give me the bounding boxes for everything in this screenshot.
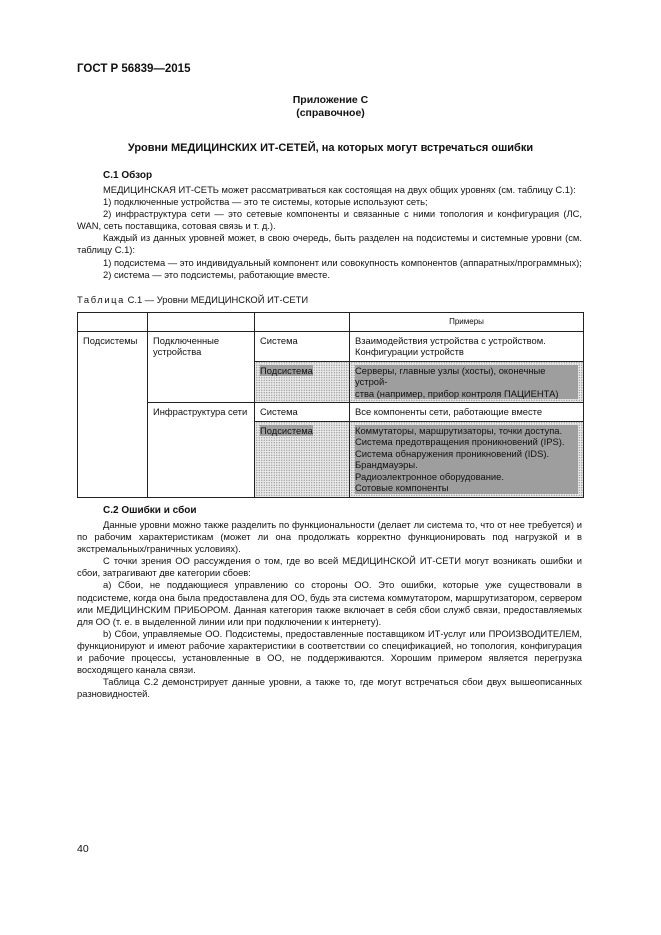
example-line: Все компоненты сети, работающие вместе bbox=[355, 406, 543, 417]
row-label-subsystem: Подсистема bbox=[255, 421, 350, 497]
example-line: Конфигурации устройств bbox=[355, 346, 464, 357]
document-code: ГОСТ Р 56839—2015 bbox=[77, 63, 191, 75]
header-cell-empty bbox=[78, 313, 148, 332]
annex-subtitle: (справочное) bbox=[296, 107, 365, 119]
paragraph: Таблица С.2 демонстрирует данные уровни, а также то, где могут встречаться сбои двух вышеописанных разновидностей. bbox=[77, 676, 582, 700]
example-line: Брандмауэры. bbox=[355, 459, 578, 471]
paragraph: 2) инфраструктура сети — это сетевые компоненты и связанные с ними топология и конфигурация (ЛС, WAN, сеть поставщика, сотовая связь и т. д.). bbox=[77, 208, 582, 232]
example-line: Взаимодействия устройства с устройством. bbox=[355, 334, 546, 346]
header-cell-examples: Примеры bbox=[350, 313, 584, 332]
levels-table bbox=[77, 312, 584, 498]
row-label-system: Система bbox=[255, 331, 350, 361]
paragraph: 2) система — это подсистемы, работающие вместе. bbox=[103, 268, 330, 280]
example-line: ства (например, прибор контроля ПАЦИЕНТА) bbox=[355, 388, 578, 400]
row-label-system: Система bbox=[255, 403, 350, 422]
section-2-heading: С.2 Ошибки и сбои bbox=[103, 505, 197, 516]
example-line: Коммутаторы, маршрутизаторы, точки доступа. bbox=[355, 425, 578, 437]
header-cell-empty bbox=[148, 313, 255, 332]
table-caption-prefix: Таблица bbox=[77, 294, 125, 305]
paragraph: Данные уровни можно также разделить по функциональности (делает ли система то, что от нее требуется) и по рабочим характеристикам (может ли она продолжать корректно функционировать под нагрузкой и в экстремальных/граничных условиях). bbox=[77, 519, 582, 555]
paragraph: a) Сбои, не поддающиеся управлению со стороны ОО. Это ошибки, которые уже существовали в подсистеме, когда она была предоставлена для ОО, будь эта система коммутатором, маршрутизатором, сервером или МЕДИЦИНСКИМ ПРИБОРОМ. Данная категория также включает в себя сбои служб связи, предоставляемых для ОО (т. е. в выделенной линии или при подключении к интернету). bbox=[77, 579, 582, 627]
section-1-heading: С.1 Обзор bbox=[103, 170, 153, 181]
table-row bbox=[78, 331, 584, 361]
annex-heading bbox=[0, 94, 661, 120]
row-label-subsystem: Подсистема bbox=[255, 361, 350, 403]
example-line: Система обнаружения проникновений (IDS). bbox=[355, 448, 578, 460]
section-2-body bbox=[77, 519, 582, 700]
group-cell-infrastructure: Инфраструктура сети bbox=[148, 403, 255, 498]
example-line: Сотовые компоненты bbox=[355, 482, 578, 494]
table-caption-text: С.1 — Уровни МЕДИЦИНСКОЙ ИТ-СЕТИ bbox=[127, 294, 309, 305]
paragraph: 1) подсистема — это индивидуальный компонент или совокупность компонентов (аппаратных/программных); bbox=[103, 256, 582, 268]
example-line: Серверы, главные узлы (хосты), оконечные устрой- bbox=[355, 365, 578, 388]
header-cell-empty bbox=[255, 313, 350, 332]
examples-cell bbox=[350, 403, 584, 422]
paragraph: Каждый из данных уровней может, в свою очередь, быть разделен на подсистемы и системные уровни (см. таблицу С.1): bbox=[77, 232, 582, 256]
table-caption bbox=[77, 294, 308, 305]
examples-cell bbox=[350, 331, 584, 361]
group-cell-devices: Подключенные устройства bbox=[148, 331, 255, 403]
paragraph: b) Сбои, управляемые ОО. Подсистемы, предоставленные поставщиком ИТ-услуг или ПРОИЗВОДИТЕЛЕМ, функционируют и имеют рабочие характеристики в соответствии со спецификацией, но топология, конфигурация и рабочие процессы, установленные в ОО, не поддерживаются. Хорошим примером является перегрузка восходящего канала связи. bbox=[77, 627, 582, 676]
paragraph: 1) подключенные устройства — это те системы, которые используют сеть; bbox=[103, 196, 428, 208]
examples-cell bbox=[350, 421, 584, 497]
table-header-row bbox=[78, 313, 584, 332]
paragraph: МЕДИЦИНСКАЯ ИТ-СЕТЬ может рассматриваться как состоящая на двух общих уровнях (см. таблицу С.1): bbox=[103, 184, 576, 195]
paragraph: С точки зрения ОО рассуждения о том, где во всей МЕДИЦИНСКОЙ ИТ-СЕТИ могут возникать ошибки и сбои, затрагивают две категории сбоев: bbox=[77, 555, 582, 579]
annex-title: Приложение С bbox=[292, 94, 369, 106]
example-line: Система предотвращения проникновений (IPS). bbox=[355, 436, 578, 448]
table-row bbox=[78, 403, 584, 422]
level-cell: Подсистемы bbox=[78, 331, 148, 497]
example-line: Радиоэлектронное оборудование. bbox=[355, 471, 578, 483]
examples-cell bbox=[350, 361, 584, 403]
section-1-body bbox=[77, 184, 582, 281]
page-number: 40 bbox=[77, 843, 89, 855]
main-title: Уровни МЕДИЦИНСКИХ ИТ-СЕТЕЙ, на которых могут встречаться ошибки bbox=[127, 142, 534, 154]
